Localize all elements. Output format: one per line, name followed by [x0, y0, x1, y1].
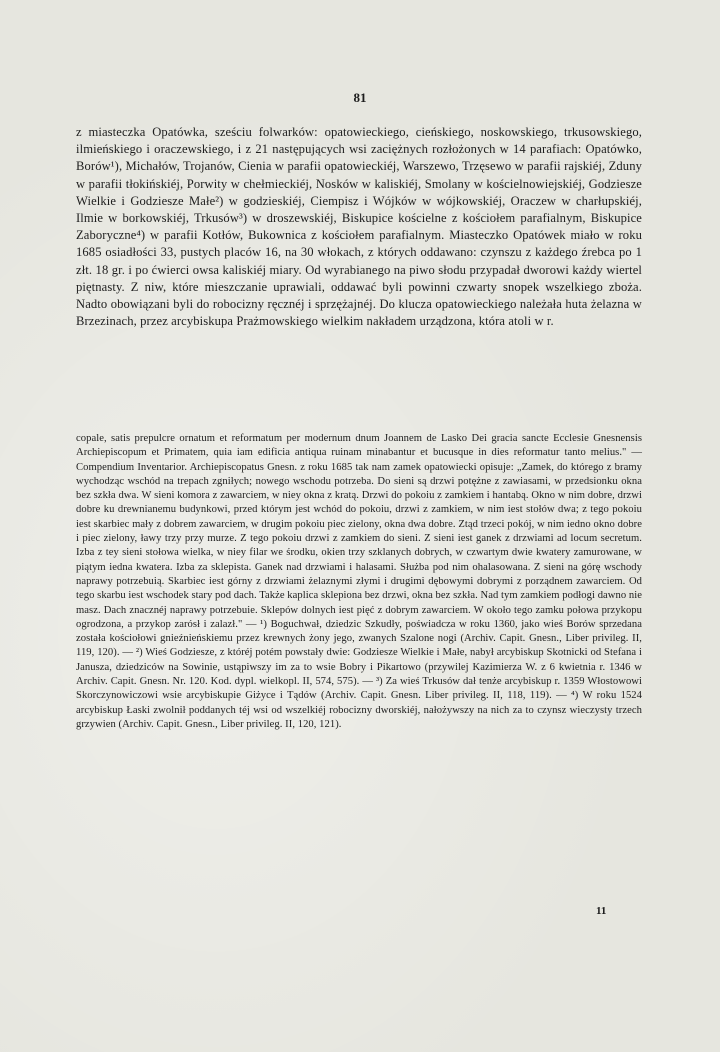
main-text-block — [76, 124, 642, 330]
main-paragraph: z miasteczka Opatówka, sześciu folwarków: opatowieckiego, cieńskiego, noskowskiego, trkusowskiego, ilmieńskiego i oraczewskiego, i z 21 następujących wsi zaciężnych rozłożonych w 14 parafiach: Opatówko, Borów¹), Michałów, Trojanów, Cienia w parafii opatowieckiéj, Warszewo, Trzęsewo w parafii rajskiéj, Zduny w parafii tłokińskiéj, Porwity w chełmieckiéj, Nosków w kaliskiéj, Smolany w kościelnowiejskiéj, Godziesze Wielkie i Godziesze Małe²) w godzieskiéj, Ciempisz i Wójków w wójkowskiéj, Oraczew w charłupskiéj, Ilmie w borkowskiéj, Trkusów³) w droszewskiéj, Biskupice kościelne z kościołem parafialnym, Biskupice Zaboryczne⁴) w parafii Kotłów, Bukownica z kościołem parafialnym. Miasteczko Opatówek miało w roku 1685 osiadłości 33, pustych placów 16, na 30 włokach, z których oddawano: czynszu z każdego źrebca po 1 złt. 18 gr. i po ćwierci owsa kaliskiéj miary. Od wyrabianego na piwo słodu przypadał dworowi każdy wiertel piętnasty. Z niw, które mieszczanie uprawiali, oddawać byli powinni czwarty snopek wszelkiego zboża. Nadto obowiązani byli do robocizny ręcznéj i sprzężajnéj. Do klucza opatowieckiego należała huta żelazna w Brzezinach, przez arcybiskupa Prażmowskiego wielkim nakładem urządzona, która atoli w r. — [76, 125, 642, 329]
signature-mark: 11 — [596, 905, 607, 917]
page-number: 81 — [353, 90, 367, 105]
footnote-paragraph: copale, satis prepulcre ornatum et reformatum per modernum dnum Joannem de Lasko Dei gracia sancte Ecclesie Gnesnensis Archiepiscopum et Primatem, quia iam edificia antiqua ruinam minabantur et bucusque in dies reformatur tanto melius." — Compendium Inventarior. Archiepiscopatus Gnesn. z roku 1685 tak nam zamek opatowiecki opisuje: „Zamek, do którego z bramy wychodząc wschód na trepach zgniłych; nowego wschodu potrzeba. Do sieni są drzwi potężne z zawiasami, w przedsionku okna bez szkła dwa. W sieni komora z zawarciem, w niey okna z kratą. Drzwi do pokoiu z zamkiem i hantabą. Okno w nim dobre, drzwi dobre ku drewnianemu budynkowi, przed którym jest wchód do pokoiu, drzwi z zamkiem, w nim iest stołów dwa; z tego pokoiu iest skarbiec mały z dobrem zawarciem, w drugim pokoiu piec zielony, okna dwa dobre. Ztąd trzeci pokój, w nim iedno okno dobre i piec zielony, ławy trzy przy murze. Z tego pokoiu drzwi z zamkiem do sieni. Z sieni iest ganek z drzwiami ad locum secretum. Izba z tey sieni stołowa wielka, w niey filar we środku, okien trzy szklanych dobrych, w czwartym dwie kwatery zamurowane, w piątym iedna kwatera. Izba za sklepista. Ganek nad drzwiami i halasami. Służba pod nim ohalasowana. Z sieni na górę wschody naprawy potrzebuią. Skarbiec iest górny z drzwiami żelaznymi złymi i drugimi dębowymi dobrymi z porządnem zawarciem. Od tego skarbu iest wschodek stary pod dach. Także kaplica sklepiona bez drzwi, okna bez szkła. Nad tym zamkiem podłogi dawno nie masz. Dach znacznéj naprawy potrzebuie. Sklepów dolnych iest pięć z dobrym zawarciem. W około tego zamku połowa przykopu ogrodzona, a przykop zarósł i zalazł." — ¹) Boguchwał, dziedzic Szkudły, poświadcza w roku 1360, jako wieś Borów sprzedana została kościołowi gnieźnieńskiemu przez krewnych żony jego, zwanych Szalone nogi (Archiv. Capit. Gnesn., Liber privileg. II, 119, 120). — ²) Wieś Godziesze, z któréj potém powstały dwie: Godziesze Wielkie i Małe, nabył arcybiskup Skotnicki od Stefana i Janusza, dziedziców na Sowinie, ustąpiwszy im za to wsie Bobry i Pikartowo (przywilej Kazimierza W. z 6 kwietnia r. 1346 w Archiv. Capit. Gnesn. Nr. 120. Kod. dypl. wielkopl. II, 574, 575). — ³) Za wieś Trkusów dał tenże arcybiskup r. 1359 Włostowowi Skorczynowiczowi wsie arcybiskupie Giżyce i Tądów (Archiv. Capit. Gnesn. Liber privileg. II, 118, 119). — ⁴) W roku 1524 arcybiskup Łaski zwolnił poddanych téj wsi od wszelkiéj robocizny dworskiéj, nałożywszy na nich za to czynsz wieczysty trzech grzywien (Archiv. Capit. Gnesn., Liber privileg. II, 120, 121). — [76, 433, 642, 730]
footnotes-block — [76, 432, 642, 732]
